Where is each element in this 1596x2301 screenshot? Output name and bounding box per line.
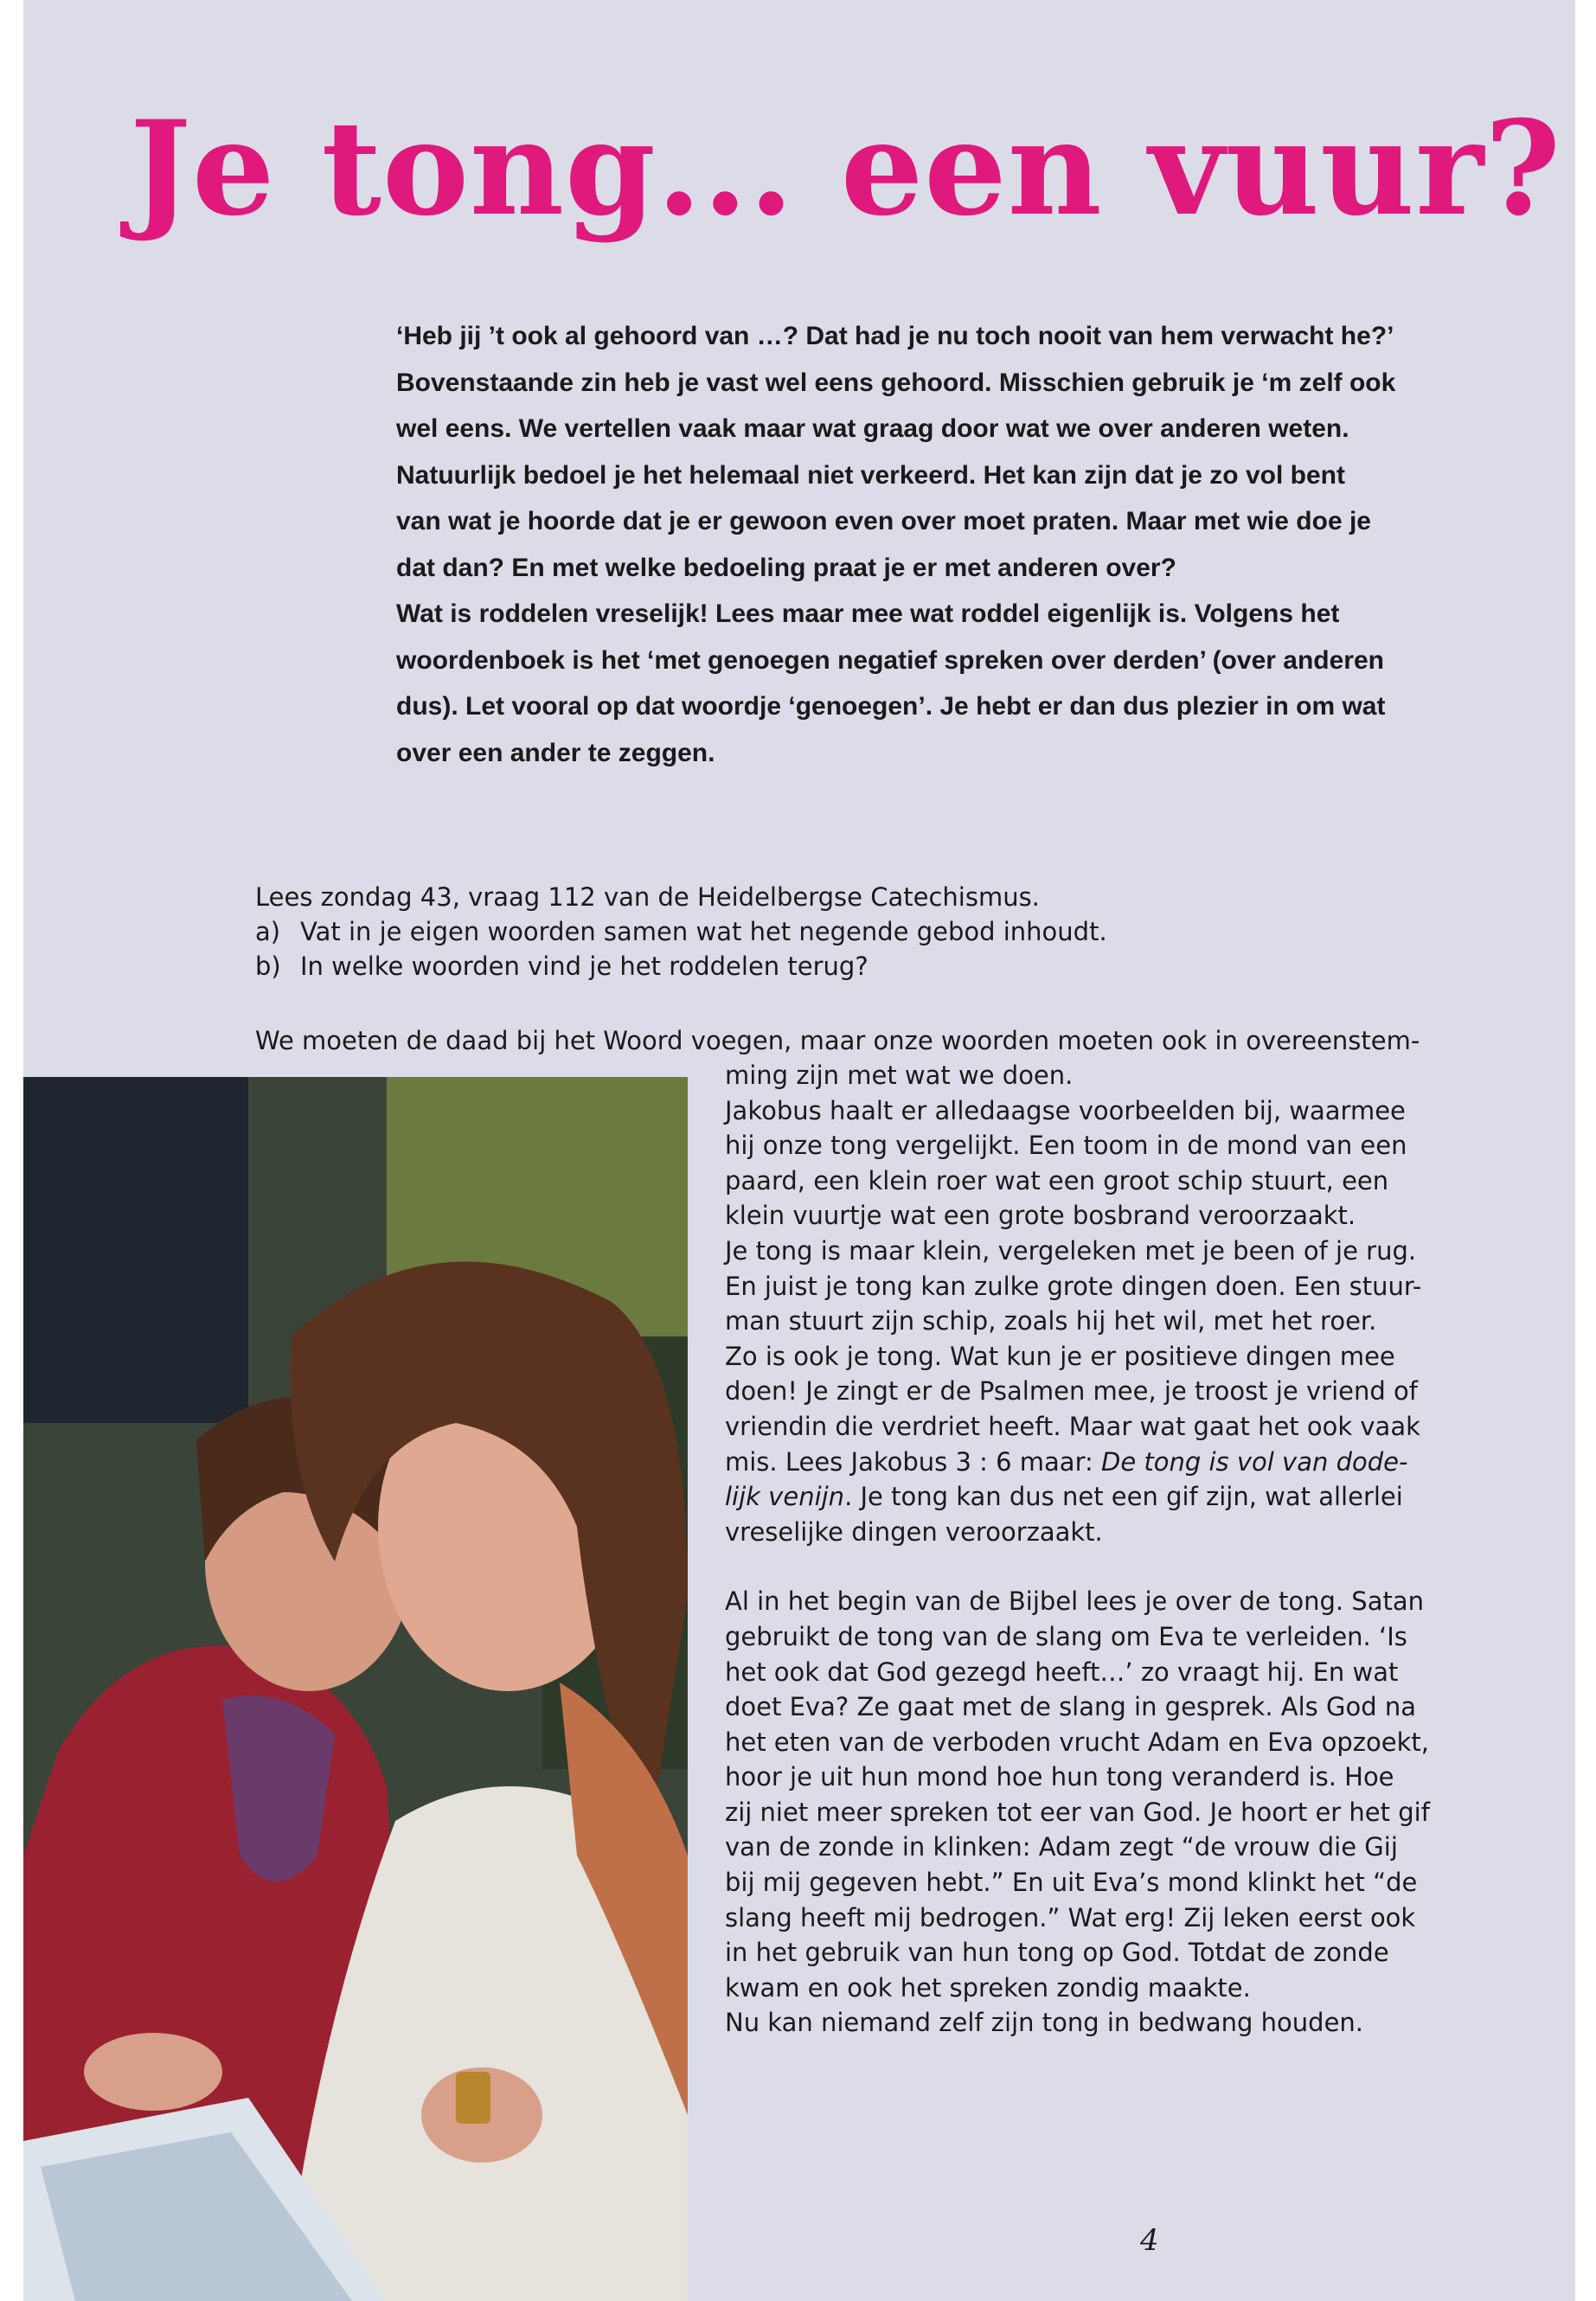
body-line: slang heeft mij bedrogen.” Wat erg! Zij leken eerst ook <box>725 1902 1416 1932</box>
intro-line: Bovenstaande zin heb je vast wel eens gehoord. Misschien gebruik je ‘m zelf ook <box>396 368 1396 397</box>
body-line: in het gebruik van hun tong op God. Totdat de zonde <box>725 1938 1389 1968</box>
question-lead: Lees zondag 43, vraag 112 van de Heidelbergse Catechismus. <box>255 882 1040 912</box>
intro-line: wel eens. We vertellen vaak maar wat graag door wat we over anderen weten. <box>396 414 1349 443</box>
body-line: het ook dat God gezegd heeft…’ zo vraagt hij. En wat <box>725 1657 1399 1687</box>
intro-line: ‘Heb jij ’t ook al gehoord van …? Dat had je nu toch nooit van hem verwacht he?’ <box>396 322 1394 350</box>
body-text-run: . Je tong kan dus net een gif zijn, wat allerlei <box>844 1482 1403 1512</box>
body-line <box>725 1479 1469 1515</box>
question-item <box>255 914 1466 949</box>
body-line: van de zonde in klinken: Adam zegt “de vrouw die Gij <box>725 1832 1398 1862</box>
paragraph-gap <box>725 1549 1469 1584</box>
intro-line: over een ander te zeggen. <box>396 738 715 767</box>
body-line: paard, een klein roer wat een groot schip stuurt, een <box>725 1165 1389 1195</box>
intro-line: van wat je hoorde dat je er gewoon even over moet praten. Maar met wie doe je <box>396 507 1371 535</box>
body-line: vreselijke dingen veroorzaakt. <box>725 1516 1103 1547</box>
intro-text <box>396 313 1460 776</box>
body-line: vriendin die verdriet heeft. Maar wat gaat het ook vaak <box>725 1411 1420 1441</box>
body-line: En juist je tong kan zulke grote dingen doen. Een stuur- <box>725 1271 1422 1301</box>
body-text <box>725 1058 1469 2041</box>
body-line: Zo is ook je tong. Wat kun je er positieve dingen mee <box>725 1341 1395 1371</box>
body-line: gebruikt de tong van de slang om Eva te verleiden. ‘Is <box>725 1621 1407 1651</box>
body-line: Je tong is maar klein, vergeleken met je been of je rug. <box>725 1235 1417 1266</box>
scripture-quote: De tong is vol van dode- <box>1100 1446 1408 1477</box>
page-title: Je tong... een vuur? <box>130 93 1562 245</box>
photo-girls-reading <box>23 1077 688 2301</box>
body-line: bij mij gegeven hebt.” En uit Eva’s mond klinkt het “de <box>725 1868 1418 1898</box>
question-text: Vat in je eigen woorden samen wat het negende gebod inhoudt. <box>300 917 1107 946</box>
question-marker: b) <box>255 952 281 981</box>
intro-line: Natuurlijk bedoel je het helemaal niet verkeerd. Het kan zijn dat je zo vol bent <box>396 460 1345 490</box>
body-line: man stuurt zijn schip, zoals hij het wil, met het roer. <box>725 1306 1377 1336</box>
body-line: hij onze tong vergelijkt. Een toom in de mond van een <box>725 1131 1407 1161</box>
question-block <box>255 880 1466 984</box>
body-text-run: mis. Lees Jakobus 3 : 6 maar: <box>725 1446 1101 1477</box>
question-marker: a) <box>255 917 281 946</box>
intro-line: Wat is roddelen vreselijk! Lees maar mee wat roddel eigenlijk is. Volgens het <box>396 599 1340 628</box>
intro-line: dat dan? En met welke bedoeling praat je er met anderen over? <box>396 553 1176 582</box>
page-number: 4 <box>1140 2223 1159 2258</box>
body-line: Jakobus haalt er alledaagse voorbeelden bij, waarmee <box>725 1095 1406 1125</box>
body-line: het eten van de verboden vrucht Adam en Eva opzoekt, <box>725 1727 1429 1757</box>
body-line: Nu kan niemand zelf zijn tong in bedwang houden. <box>725 2008 1364 2038</box>
body-line: klein vuurtje wat een grote bosbrand veroorzaakt. <box>725 1201 1356 1231</box>
body-line: doen! Je zingt er de Psalmen mee, je troost je vriend of <box>725 1376 1418 1407</box>
body-line: hoor je uit hun mond hoe hun tong veranderd is. Hoe <box>725 1762 1394 1792</box>
lead-line: We moeten de daad bij het Woord voegen, maar onze woorden moeten ook in overeenstem- <box>255 1026 1420 1055</box>
question-item <box>255 949 1466 984</box>
intro-line: woordenboek is het ‘met genoegen negatief spreken over derden’ (over anderen <box>396 645 1384 675</box>
body-line: ming zijn met wat we doen. <box>725 1061 1074 1090</box>
body-line <box>725 1445 1469 1480</box>
body-line: kwam en ook het spreken zondig maakte. <box>725 1972 1251 2003</box>
body-line: Al in het begin van de Bijbel lees je over de tong. Satan <box>725 1586 1425 1617</box>
scripture-quote: lijk venijn <box>725 1482 845 1512</box>
body-line: zij niet meer spreken tot eer van God. Je hoort er het gif <box>725 1797 1430 1827</box>
intro-line: dus). Let vooral op dat woordje ‘genoegen’. Je hebt er dan dus plezier in om wat <box>396 692 1386 721</box>
body-line: doet Eva? Ze gaat met de slang in gesprek. Als God na <box>725 1692 1417 1722</box>
question-text: In welke woorden vind je het roddelen terug? <box>300 952 869 981</box>
